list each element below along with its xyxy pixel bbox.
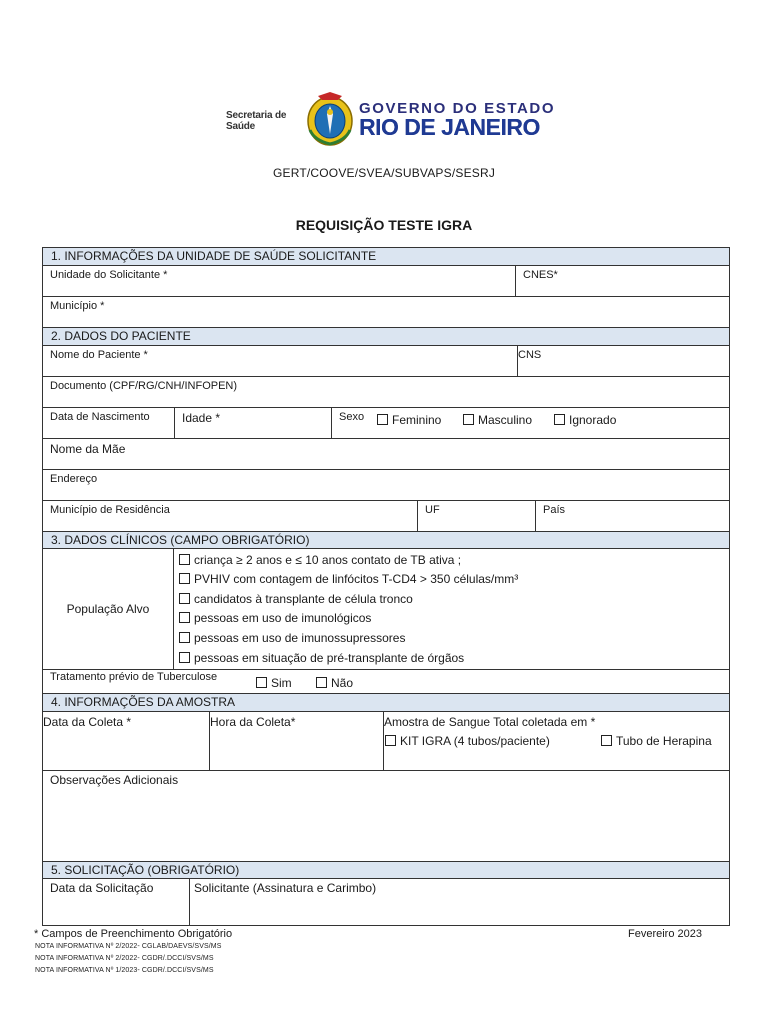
row-solicitacao (43, 879, 729, 925)
state-seal-icon (304, 90, 356, 150)
clinical-option[interactable] (179, 572, 518, 586)
clinical-option-label: PVHIV com contagem de linfócitos T-CD4 > 350 células/mm³ (194, 572, 519, 586)
header-logo (226, 88, 556, 152)
solicitante-label: Solicitante (Assinatura e Carimbo) (194, 881, 377, 895)
clinical-option-label: pessoas em situação de pré-transplante de órgãos (194, 651, 465, 665)
sexo-feminino-option[interactable] (377, 413, 441, 427)
section-2-title: 2. DADOS DO PACIENTE (51, 329, 191, 343)
secretaria-saude-logo-text (226, 110, 286, 132)
checkbox-icon (179, 612, 190, 623)
nome-paciente-label: Nome do Paciente * (50, 349, 148, 361)
clinical-option[interactable] (179, 592, 413, 606)
uf-label: UF (425, 504, 440, 516)
documento-label: Documento (CPF/RG/CNH/INFOPEN) (50, 380, 238, 392)
cns-label: CNS (518, 349, 542, 361)
tratamento-nao-option[interactable] (316, 676, 353, 690)
checkbox-icon (179, 652, 190, 663)
row-endereco (43, 470, 729, 501)
clinical-option[interactable] (179, 553, 461, 567)
row-tratamento (43, 670, 729, 694)
idade-label: Idade * (182, 411, 221, 425)
feminino-label: Feminino (392, 413, 442, 427)
clinical-option-label: criança ≥ 2 anos e ≤ 10 anos contato de TB ativa ; (194, 553, 462, 567)
nascimento-label: Data de Nascimento (50, 411, 150, 423)
nome-mae-field[interactable] (43, 439, 729, 469)
checkbox-icon (601, 735, 612, 746)
sexo-field (331, 408, 729, 438)
checkbox-icon (554, 414, 565, 425)
clinical-option-label: pessoas em uso de imunológicos (194, 611, 372, 625)
clinical-option-label: pessoas em uso de imunossupressores (194, 631, 406, 645)
section-1-title: 1. INFORMAÇÕES DA UNIDADE DE SAÚDE SOLICITANTE (51, 249, 377, 263)
data-solicitacao-field[interactable] (43, 879, 189, 925)
idade-field[interactable] (174, 408, 331, 438)
nome-mae-label: Nome da Mãe (50, 442, 126, 456)
nota-informativa-1: NOTA INFORMATIVA Nº 2/2022- CGLAB/DAEVS/SVS/MS (35, 943, 222, 950)
checkbox-icon (179, 573, 190, 584)
sexo-ignorado-option[interactable] (554, 413, 616, 427)
secretaria-label: Secretaria de (226, 110, 287, 121)
kit-igra-option[interactable] (385, 734, 550, 748)
checkbox-icon (385, 735, 396, 746)
page-title: REQUISIÇÃO TESTE IGRA (295, 217, 473, 233)
endereco-label: Endereço (50, 473, 98, 485)
section-5-title: 5. SOLICITAÇÃO (OBRIGATÓRIO) (51, 863, 240, 877)
documento-field[interactable] (43, 377, 729, 407)
clinical-option[interactable] (179, 631, 405, 645)
row-populacao (43, 549, 729, 670)
tratamento-field (43, 670, 729, 693)
section-5-header (43, 862, 729, 879)
populacao-alvo-cell (43, 549, 173, 669)
row-mae (43, 439, 729, 470)
checkbox-icon (256, 677, 267, 688)
tratamento-sim-option[interactable] (256, 676, 292, 690)
municipio-residencia-field[interactable] (43, 501, 417, 531)
unidade-field[interactable] (43, 266, 515, 296)
document-date: Fevereiro 2023 (628, 928, 702, 940)
section-2-header (43, 328, 729, 346)
checkbox-icon (377, 414, 388, 425)
clinical-option[interactable] (179, 651, 464, 665)
endereco-field[interactable] (43, 470, 729, 500)
municipio-residencia-label: Município de Residência (50, 504, 170, 516)
row-residencia (43, 501, 729, 532)
requisition-form (42, 247, 730, 926)
nome-paciente-field[interactable] (43, 346, 517, 376)
row-coleta (43, 712, 729, 771)
row-municipio (43, 297, 729, 328)
nota-informativa-2: NOTA INFORMATIVA Nº 2/2022- CGDR/.DCCI/SVS/MS (35, 955, 214, 962)
uf-field[interactable] (417, 501, 535, 531)
pais-field[interactable] (535, 501, 729, 531)
unidade-label: Unidade do Solicitante * (50, 269, 168, 281)
tubo-herapina-label: Tubo de Herapina (616, 734, 712, 748)
clinical-option[interactable] (179, 611, 371, 625)
row-observacoes (43, 771, 729, 862)
nao-label: Não (331, 676, 354, 690)
hora-coleta-label: Hora da Coleta* (210, 715, 296, 729)
section-3-header (43, 532, 729, 549)
sim-label: Sim (271, 676, 292, 690)
section-4-title: 4. INFORMAÇÕES DA AMOSTRA (51, 695, 236, 709)
hora-coleta-field[interactable] (209, 712, 383, 770)
checkbox-icon (179, 593, 190, 604)
checkbox-icon (463, 414, 474, 425)
cnes-field[interactable] (515, 266, 729, 296)
observacoes-field[interactable] (43, 771, 729, 861)
masculino-label: Masculino (478, 413, 533, 427)
cns-field[interactable] (517, 346, 729, 376)
checkbox-icon (179, 554, 190, 565)
cnes-label: CNES* (523, 269, 558, 281)
nota-informativa-3: NOTA INFORMATIVA Nº 1/2023- CGDR/.DCCI/SVS/MS (35, 967, 214, 974)
amostra-label: Amostra de Sangue Total coletada em * (384, 715, 596, 729)
row-unidade (43, 266, 729, 297)
pais-label: País (543, 504, 566, 516)
checkbox-icon (179, 632, 190, 643)
data-coleta-field[interactable] (43, 712, 209, 770)
municipio-label: Município * (50, 300, 105, 312)
data-solicitacao-label: Data da Solicitação (50, 881, 154, 895)
municipio-field[interactable] (43, 297, 729, 327)
sexo-masculino-option[interactable] (463, 413, 532, 427)
mandatory-fields-note: * Campos de Preenchimento Obrigatório (34, 928, 233, 940)
saude-label: Saúde (226, 121, 256, 132)
nascimento-field[interactable] (43, 408, 174, 438)
clinical-option-label: candidatos à transplante de célula tronco (194, 592, 413, 606)
department-code: GERT/COOVE/SVEA/SUBVAPS/SESRJ (272, 166, 496, 180)
row-nome (43, 346, 729, 377)
governo-label: GOVERNO DO ESTADO (359, 100, 556, 117)
solicitante-field[interactable] (189, 879, 729, 925)
checkbox-icon (316, 677, 327, 688)
row-nascimento (43, 408, 729, 439)
kit-igra-label: KIT IGRA (4 tubos/paciente) (400, 734, 550, 748)
row-documento (43, 377, 729, 408)
section-4-header (43, 694, 729, 712)
data-coleta-label: Data da Coleta * (43, 715, 132, 729)
tubo-herapina-option[interactable] (601, 734, 712, 748)
section-3-title: 3. DADOS CLÍNICOS (CAMPO OBRIGATÓRIO) (51, 533, 310, 547)
sexo-label: Sexo (339, 411, 365, 423)
populacao-alvo-label: População Alvo (66, 602, 150, 616)
observacoes-label: Observações Adicionais (50, 773, 179, 787)
section-1-header (43, 248, 729, 266)
ignorado-label: Ignorado (569, 413, 617, 427)
tratamento-label: Tratamento prévio de Tuberculose (50, 671, 218, 683)
rio-label: RIO DE JANEIRO (359, 114, 540, 140)
